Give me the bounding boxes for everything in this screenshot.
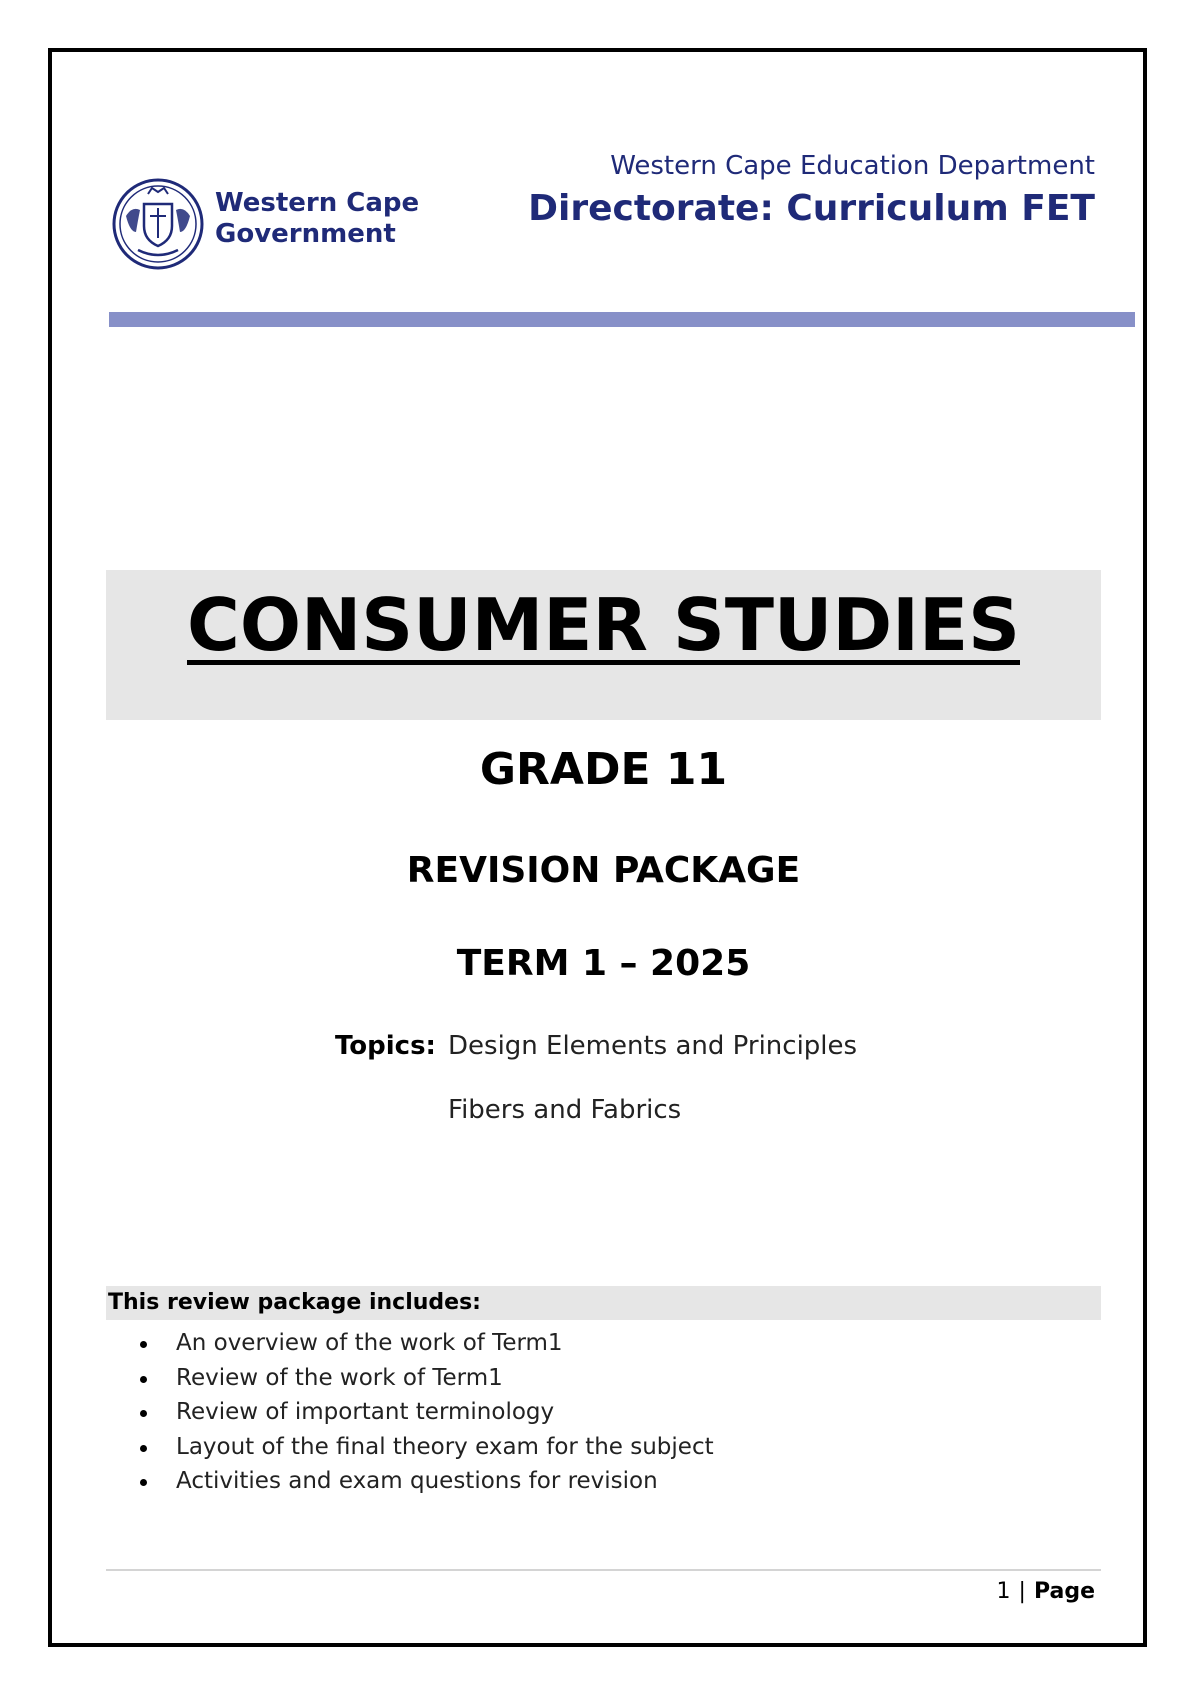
list-item: An overview of the work of Term1 (136, 1326, 714, 1361)
page-label: Page (1033, 1579, 1095, 1604)
includes-heading: This review package includes: (108, 1290, 481, 1315)
page-number: 1 (996, 1579, 1011, 1604)
subject-title: CONSUMER STUDIES (187, 583, 1020, 667)
list-item: Review of important terminology (136, 1395, 714, 1430)
logo-line-2: Government (215, 219, 396, 249)
topics-label: Topics: (335, 1031, 436, 1061)
department-header (528, 148, 1095, 234)
western-cape-government-logo (112, 176, 432, 272)
includes-list (136, 1326, 714, 1499)
footer-separator: | (1018, 1579, 1026, 1604)
logo-wordmark (215, 188, 419, 250)
list-item: Review of the work of Term1 (136, 1361, 714, 1396)
header-divider (109, 312, 1135, 327)
topic-item: Fibers and Fabrics (448, 1095, 682, 1125)
page-footer (997, 1575, 1095, 1609)
package-heading: REVISION PACKAGE (406, 850, 801, 891)
topic-item: Design Elements and Principles (448, 1031, 858, 1061)
footer-divider (106, 1569, 1101, 1571)
department-name: Western Cape Education Department (610, 151, 1095, 181)
list-item: Activities and exam questions for revision (136, 1464, 714, 1499)
term-heading: TERM 1 – 2025 (456, 943, 751, 984)
grade-heading: GRADE 11 (479, 744, 728, 795)
coat-of-arms-icon (112, 176, 208, 272)
directorate-name: Directorate: Curriculum FET (528, 188, 1095, 229)
logo-line-1: Western Cape (215, 188, 420, 218)
list-item: Layout of the final theory exam for the subject (136, 1430, 714, 1465)
